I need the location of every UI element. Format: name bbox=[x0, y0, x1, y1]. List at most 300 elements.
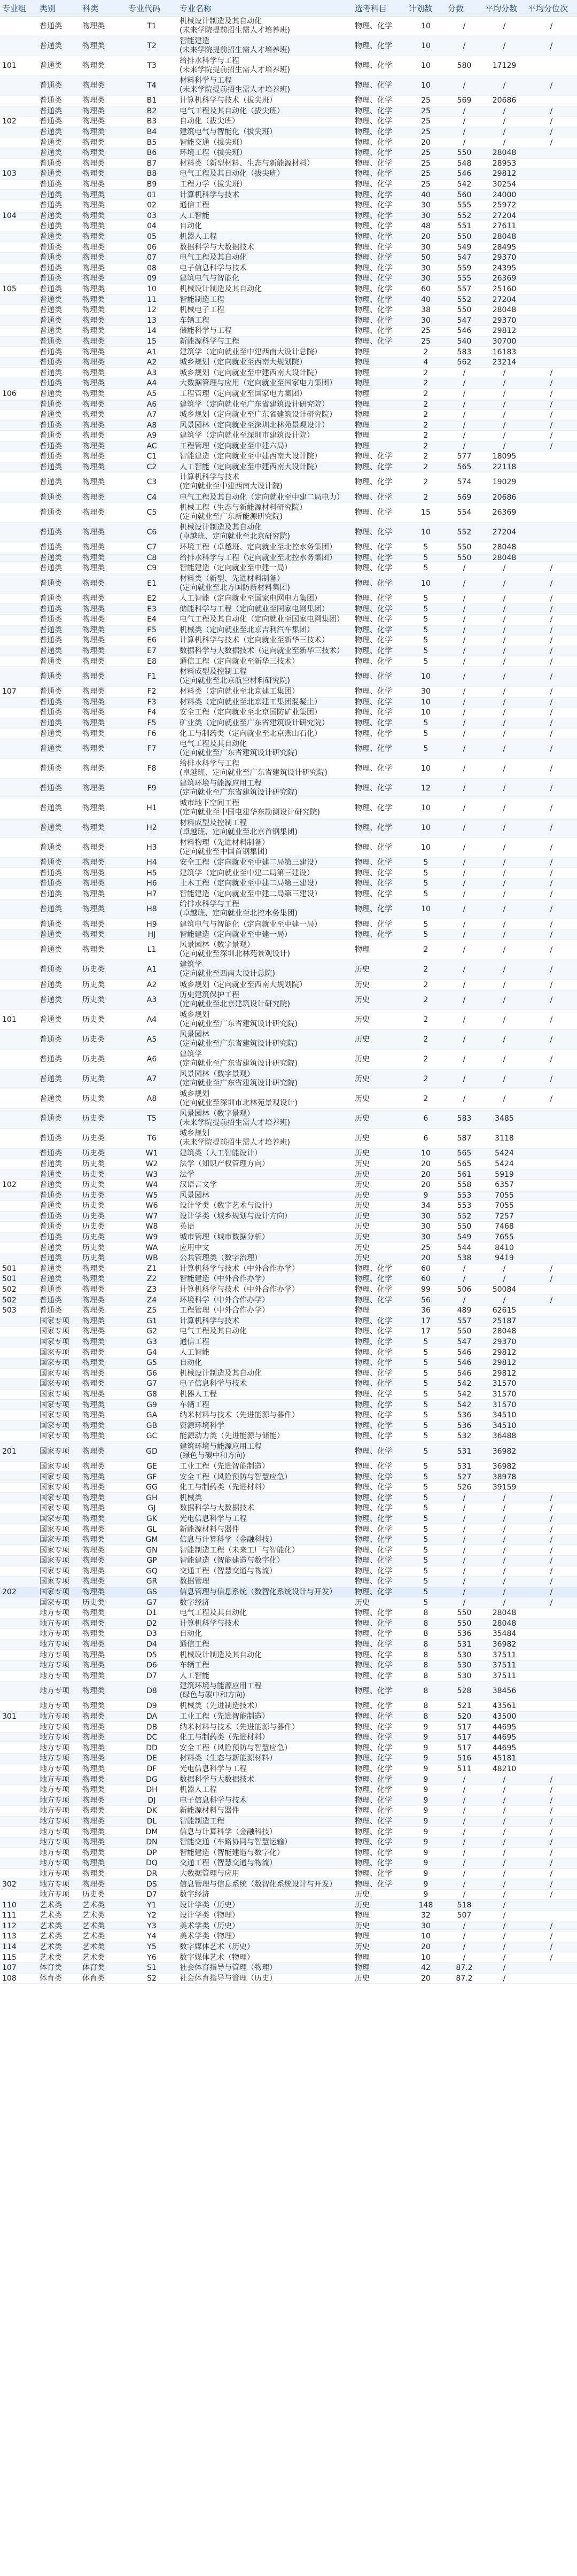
avg-rank-cell bbox=[526, 1190, 577, 1201]
avg-rank-cell: / bbox=[526, 1942, 577, 1952]
table-row bbox=[0, 1503, 577, 1514]
avg-score-cell: 34510 bbox=[483, 1421, 526, 1431]
major-code-cell: T1 bbox=[126, 17, 177, 36]
table-row bbox=[0, 1660, 577, 1671]
required-subjects-cell: 物理、化学 bbox=[353, 758, 406, 778]
avg-score-cell: 28048 bbox=[483, 542, 526, 553]
group-cell bbox=[0, 263, 37, 274]
subject-type-cell: 物理类 bbox=[80, 1326, 126, 1337]
required-subjects-cell: 物理、化学 bbox=[353, 17, 406, 36]
subject-type-cell: 物理类 bbox=[80, 1732, 126, 1743]
table-row bbox=[0, 378, 577, 389]
major-code-cell: DS bbox=[126, 1879, 177, 1890]
score-cell: 565 bbox=[446, 462, 483, 472]
avg-score-cell: 43500 bbox=[483, 1711, 526, 1722]
group-cell bbox=[0, 242, 37, 253]
plan-count-cell: 8 bbox=[406, 1629, 446, 1640]
table-row bbox=[0, 1263, 577, 1274]
major-name-cell: 人工智能 bbox=[177, 211, 353, 221]
plan-count-cell: 36 bbox=[406, 1305, 446, 1316]
major-code-cell: Z4 bbox=[126, 1295, 177, 1306]
group-cell bbox=[0, 522, 37, 542]
table-row bbox=[0, 211, 577, 221]
table-row bbox=[0, 1232, 577, 1243]
major-code-cell: H1 bbox=[126, 798, 177, 818]
group-cell bbox=[0, 1732, 37, 1743]
required-subjects-cell: 物理、化学 bbox=[353, 837, 406, 857]
table-row bbox=[0, 1421, 577, 1431]
major-code-cell: G5 bbox=[126, 1357, 177, 1368]
avg-rank-cell: / bbox=[526, 1889, 577, 1900]
subject-type-cell: 物理类 bbox=[80, 1701, 126, 1712]
category-cell: 普通类 bbox=[37, 441, 80, 452]
plan-count-cell: 30 bbox=[406, 211, 446, 221]
required-subjects-cell: 物理、化学 bbox=[353, 1503, 406, 1514]
major-code-cell: W7 bbox=[126, 1211, 177, 1222]
group-cell bbox=[0, 1030, 37, 1050]
plan-count-cell: 8 bbox=[406, 1650, 446, 1661]
major-name-cell: 电气工程及其自动化（定向就业至中建二局电力） bbox=[177, 492, 353, 503]
major-code-cell: Z5 bbox=[126, 1305, 177, 1316]
avg-score-cell: / bbox=[483, 708, 526, 718]
table-row bbox=[0, 1169, 577, 1180]
plan-count-cell: 9 bbox=[406, 1837, 446, 1848]
required-subjects-cell: 物理、化学 bbox=[353, 1400, 406, 1410]
avg-score-cell: 39159 bbox=[483, 1482, 526, 1493]
table-row bbox=[0, 666, 577, 686]
score-cell: / bbox=[446, 1493, 483, 1503]
major-name-cell: 计算机科学与技术 bbox=[177, 1316, 353, 1326]
category-cell: 普通类 bbox=[37, 378, 80, 389]
category-cell: 普通类 bbox=[37, 284, 80, 294]
score-cell: 550 bbox=[446, 1608, 483, 1618]
avg-rank-cell bbox=[526, 1461, 577, 1472]
group-cell bbox=[0, 666, 37, 686]
major-name-cell: 给排水科学与工程（定向就业至北控水务集团） bbox=[177, 553, 353, 563]
category-cell: 地方专项 bbox=[37, 1639, 80, 1650]
group-cell bbox=[0, 179, 37, 190]
required-subjects-cell: 物理、化学 bbox=[353, 462, 406, 472]
avg-score-cell: / bbox=[483, 1973, 526, 1984]
avg-rank-cell bbox=[526, 1253, 577, 1263]
major-code-cell: B2 bbox=[126, 106, 177, 117]
major-name-cell: 材料类（定向就业至北京建工集团混凝土） bbox=[177, 697, 353, 708]
required-subjects-cell: 物理、化学 bbox=[353, 1879, 406, 1890]
major-name-cell: 应用中文 bbox=[177, 1243, 353, 1253]
score-cell: 577 bbox=[446, 452, 483, 462]
plan-count-cell: 20 bbox=[406, 1180, 446, 1190]
category-cell: 国家专项 bbox=[37, 1316, 80, 1326]
category-cell: 国家专项 bbox=[37, 1493, 80, 1503]
avg-score-cell: 36982 bbox=[483, 1441, 526, 1461]
major-code-cell: GS bbox=[126, 1587, 177, 1597]
group-cell: 102 bbox=[0, 1180, 37, 1190]
plan-count-cell: 5 bbox=[406, 1482, 446, 1493]
score-cell: 552 bbox=[446, 294, 483, 305]
avg-score-cell: 29812 bbox=[483, 326, 526, 337]
table-row bbox=[0, 1973, 577, 1984]
category-cell: 地方专项 bbox=[37, 1848, 80, 1858]
plan-count-cell: 9 bbox=[406, 1190, 446, 1201]
avg-rank-cell bbox=[526, 326, 577, 337]
group-cell bbox=[0, 614, 37, 625]
subject-type-cell: 物理类 bbox=[80, 441, 126, 452]
table-row bbox=[0, 593, 577, 604]
major-code-cell: H4 bbox=[126, 857, 177, 868]
category-cell: 普通类 bbox=[37, 502, 80, 522]
score-cell: 547 bbox=[446, 1337, 483, 1347]
major-name-cell: 城乡规划（定向就业至西南大规划院） bbox=[177, 357, 353, 368]
score-cell: / bbox=[446, 1806, 483, 1817]
plan-count-cell: 5 bbox=[406, 625, 446, 635]
avg-score-cell: / bbox=[483, 1806, 526, 1817]
plan-count-cell: 20 bbox=[406, 231, 446, 242]
major-name-cell: 电气工程及其自动化 (定向就业至广东省建筑设计研究院) bbox=[177, 739, 353, 758]
group-cell: 202 bbox=[0, 1587, 37, 1597]
avg-rank-cell: / bbox=[526, 399, 577, 410]
subject-type-cell: 物理类 bbox=[80, 919, 126, 930]
subject-type-cell: 物理类 bbox=[80, 1879, 126, 1890]
category-cell: 普通类 bbox=[37, 357, 80, 368]
category-cell: 普通类 bbox=[37, 728, 80, 739]
required-subjects-cell: 历史 bbox=[353, 1109, 406, 1129]
major-name-cell: 光电信息科学与工程 bbox=[177, 1514, 353, 1524]
required-subjects-cell: 物理、化学 bbox=[353, 635, 406, 646]
plan-count-cell: 25 bbox=[406, 148, 446, 158]
group-cell: 502 bbox=[0, 1295, 37, 1306]
score-cell: / bbox=[446, 1069, 483, 1089]
avg-rank-cell bbox=[526, 1243, 577, 1253]
plan-count-cell: 10 bbox=[406, 708, 446, 718]
required-subjects-cell: 物理、化学 bbox=[353, 646, 406, 656]
avg-score-cell: / bbox=[483, 1879, 526, 1890]
required-subjects-cell: 历史 bbox=[353, 1243, 406, 1253]
avg-rank-cell: / bbox=[526, 718, 577, 728]
table-row bbox=[0, 1243, 577, 1253]
major-code-cell: Y3 bbox=[126, 1921, 177, 1931]
group-cell bbox=[0, 1389, 37, 1400]
required-subjects-cell: 物理、化学 bbox=[353, 857, 406, 868]
subject-type-cell: 物理类 bbox=[80, 462, 126, 472]
group-cell bbox=[0, 190, 37, 200]
score-cell: 542 bbox=[446, 1389, 483, 1400]
plan-count-cell: 2 bbox=[406, 378, 446, 389]
major-code-cell: T6 bbox=[126, 1129, 177, 1149]
required-subjects-cell: 物理、化学 bbox=[353, 179, 406, 190]
subject-type-cell: 物理类 bbox=[80, 646, 126, 656]
group-cell bbox=[0, 1639, 37, 1650]
avg-score-cell: 16183 bbox=[483, 347, 526, 358]
group-cell bbox=[0, 1608, 37, 1618]
plan-count-cell: 2 bbox=[406, 431, 446, 441]
score-cell: 550 bbox=[446, 305, 483, 315]
major-code-cell: E7 bbox=[126, 646, 177, 656]
major-name-cell: 计算机科学与技术（中外合作办学） bbox=[177, 1263, 353, 1274]
subject-type-cell: 物理类 bbox=[80, 148, 126, 158]
required-subjects-cell: 历史 bbox=[353, 1010, 406, 1030]
avg-rank-cell bbox=[526, 1201, 577, 1212]
required-subjects-cell: 物理、化学 bbox=[353, 1284, 406, 1295]
category-cell: 地方专项 bbox=[37, 1827, 80, 1837]
avg-score-cell: / bbox=[483, 739, 526, 758]
major-code-cell: A7 bbox=[126, 409, 177, 420]
major-code-cell: W3 bbox=[126, 1169, 177, 1180]
score-cell: / bbox=[446, 889, 483, 899]
avg-score-cell: / bbox=[483, 656, 526, 667]
category-cell: 国家专项 bbox=[37, 1556, 80, 1566]
major-name-cell: 数字媒体艺术（历史） bbox=[177, 1942, 353, 1952]
score-cell: 561 bbox=[446, 1169, 483, 1180]
avg-score-cell: / bbox=[483, 1514, 526, 1524]
plan-count-cell: 2 bbox=[406, 420, 446, 431]
avg-rank-cell bbox=[526, 242, 577, 253]
category-cell: 地方专项 bbox=[37, 1660, 80, 1671]
group-cell bbox=[0, 837, 37, 857]
plan-count-cell: 60 bbox=[406, 284, 446, 294]
avg-score-cell: / bbox=[483, 646, 526, 656]
avg-score-cell: 29370 bbox=[483, 1337, 526, 1347]
major-code-cell: GA bbox=[126, 1410, 177, 1421]
avg-rank-cell: / bbox=[526, 441, 577, 452]
table-row bbox=[0, 1639, 577, 1650]
required-subjects-cell: 物理 bbox=[353, 940, 406, 960]
subject-type-cell: 物理类 bbox=[80, 1263, 126, 1274]
major-name-cell: 美术学类（物理） bbox=[177, 1931, 353, 1942]
major-name-cell: 车辆工程 bbox=[177, 1400, 353, 1410]
table-row bbox=[0, 1732, 577, 1743]
subject-type-cell: 物理类 bbox=[80, 1577, 126, 1587]
table-row bbox=[0, 1190, 577, 1201]
required-subjects-cell: 物理、化学 bbox=[353, 739, 406, 758]
plan-count-cell: 5 bbox=[406, 1461, 446, 1472]
plan-count-cell: 9 bbox=[406, 1868, 446, 1879]
required-subjects-cell: 物理、化学 bbox=[353, 1660, 406, 1671]
plan-count-cell: 25 bbox=[406, 106, 446, 117]
score-cell: / bbox=[446, 614, 483, 625]
avg-score-cell: 31570 bbox=[483, 1400, 526, 1410]
table-row bbox=[0, 284, 577, 294]
avg-score-cell: / bbox=[483, 76, 526, 96]
major-name-cell: 智能建造（中外合作办学） bbox=[177, 1274, 353, 1285]
required-subjects-cell: 历史 bbox=[353, 1597, 406, 1608]
table-row bbox=[0, 1816, 577, 1827]
subject-type-cell: 物理类 bbox=[80, 1305, 126, 1316]
major-code-cell: T2 bbox=[126, 36, 177, 56]
avg-rank-cell bbox=[526, 148, 577, 158]
avg-score-cell: / bbox=[483, 1089, 526, 1109]
major-code-cell: L1 bbox=[126, 940, 177, 960]
category-cell: 普通类 bbox=[37, 778, 80, 798]
subject-type-cell: 物理类 bbox=[80, 389, 126, 399]
group-cell: 101 bbox=[0, 56, 37, 76]
table-row bbox=[0, 315, 577, 326]
score-cell: 530 bbox=[446, 1660, 483, 1671]
category-cell: 普通类 bbox=[37, 697, 80, 708]
subject-type-cell: 历史类 bbox=[80, 1010, 126, 1030]
avg-score-cell: / bbox=[483, 1952, 526, 1963]
plan-count-cell: 5 bbox=[406, 1337, 446, 1347]
table-row bbox=[0, 1900, 577, 1911]
avg-score-cell: / bbox=[483, 409, 526, 420]
score-cell: 520 bbox=[446, 1711, 483, 1722]
major-code-cell: G7 bbox=[126, 1379, 177, 1390]
major-name-cell: 智能交通（车路协同与智慧运输） bbox=[177, 1837, 353, 1848]
subject-type-cell: 历史类 bbox=[80, 1190, 126, 1201]
plan-count-cell: 25 bbox=[406, 336, 446, 347]
major-code-cell: F2 bbox=[126, 686, 177, 697]
subject-type-cell: 物理类 bbox=[80, 940, 126, 960]
score-cell: 550 bbox=[446, 1326, 483, 1337]
subject-type-cell: 物理类 bbox=[80, 1795, 126, 1806]
score-cell: / bbox=[446, 1931, 483, 1942]
plan-count-cell: 40 bbox=[406, 294, 446, 305]
major-name-cell: 机械设计制造及其自动化 bbox=[177, 1650, 353, 1661]
plan-count-cell: 5 bbox=[406, 1587, 446, 1597]
category-cell: 普通类 bbox=[37, 263, 80, 274]
major-code-cell: B4 bbox=[126, 127, 177, 137]
avg-score-cell: 23214 bbox=[483, 357, 526, 368]
avg-score-cell: 24000 bbox=[483, 190, 526, 200]
avg-score-cell: / bbox=[483, 1774, 526, 1785]
avg-rank-cell: / bbox=[526, 1274, 577, 1285]
plan-count-cell: 5 bbox=[406, 739, 446, 758]
avg-score-cell: 37511 bbox=[483, 1671, 526, 1681]
major-code-cell: B7 bbox=[126, 158, 177, 169]
score-cell: 531 bbox=[446, 1441, 483, 1461]
avg-rank-cell bbox=[526, 179, 577, 190]
major-code-cell: A5 bbox=[126, 389, 177, 399]
subject-type-cell: 历史类 bbox=[80, 1030, 126, 1050]
group-cell bbox=[0, 758, 37, 778]
category-cell: 地方专项 bbox=[37, 1722, 80, 1733]
plan-count-cell: 2 bbox=[406, 368, 446, 378]
group-cell bbox=[0, 76, 37, 96]
category-cell: 普通类 bbox=[37, 336, 80, 347]
major-name-cell: 材料物理（先进材料制备） (定向就业至中国首钢集团) bbox=[177, 837, 353, 857]
subject-type-cell: 物理类 bbox=[80, 563, 126, 574]
subject-type-cell: 物理类 bbox=[80, 420, 126, 431]
avg-rank-cell: / bbox=[526, 378, 577, 389]
required-subjects-cell: 物理、化学 bbox=[353, 472, 406, 492]
avg-rank-cell: / bbox=[526, 1295, 577, 1306]
plan-count-cell: 4 bbox=[406, 357, 446, 368]
avg-rank-cell: / bbox=[526, 1556, 577, 1566]
table-body bbox=[0, 17, 577, 1984]
group-cell bbox=[0, 1524, 37, 1535]
table-row bbox=[0, 778, 577, 798]
major-code-cell: WB bbox=[126, 1253, 177, 1263]
major-code-cell: A3 bbox=[126, 990, 177, 1010]
major-name-cell: 机械类（定向就业至北京吉利汽车集团） bbox=[177, 625, 353, 635]
score-cell: 558 bbox=[446, 1180, 483, 1190]
category-cell: 普通类 bbox=[37, 492, 80, 503]
table-row bbox=[0, 221, 577, 232]
subject-type-cell: 物理类 bbox=[80, 899, 126, 919]
major-code-cell: DL bbox=[126, 1816, 177, 1827]
major-name-cell: 数据科学与大数据技术 bbox=[177, 242, 353, 253]
avg-score-cell: 28048 bbox=[483, 553, 526, 563]
subject-type-cell: 物理类 bbox=[80, 1545, 126, 1556]
plan-count-cell: 25 bbox=[406, 179, 446, 190]
major-code-cell: B3 bbox=[126, 117, 177, 127]
score-cell: 87.2 bbox=[446, 1962, 483, 1973]
avg-score-cell: / bbox=[483, 1556, 526, 1566]
score-cell: 526 bbox=[446, 1482, 483, 1493]
subject-type-cell: 艺术类 bbox=[80, 1911, 126, 1921]
avg-rank-cell bbox=[526, 274, 577, 284]
avg-rank-cell bbox=[526, 1753, 577, 1764]
major-code-cell: GD bbox=[126, 1441, 177, 1461]
major-name-cell: 交通工程（智慧交通与物流） bbox=[177, 1858, 353, 1869]
category-cell: 国家专项 bbox=[37, 1357, 80, 1368]
major-code-cell: Z2 bbox=[126, 1274, 177, 1285]
avg-rank-cell: / bbox=[526, 889, 577, 899]
score-cell: 546 bbox=[446, 1347, 483, 1358]
group-cell bbox=[0, 127, 37, 137]
major-code-cell: A4 bbox=[126, 1010, 177, 1030]
subject-type-cell: 物理类 bbox=[80, 17, 126, 36]
avg-score-cell: 18095 bbox=[483, 452, 526, 462]
category-cell: 普通类 bbox=[37, 656, 80, 667]
required-subjects-cell: 物理、化学 bbox=[353, 1368, 406, 1379]
category-cell: 普通类 bbox=[37, 1232, 80, 1243]
required-subjects-cell: 物理、化学 bbox=[353, 593, 406, 604]
table-row bbox=[0, 1284, 577, 1295]
score-cell: 532 bbox=[446, 1431, 483, 1442]
avg-rank-cell: / bbox=[526, 1848, 577, 1858]
score-cell: / bbox=[446, 837, 483, 857]
group-cell bbox=[0, 718, 37, 728]
avg-score-cell: 27204 bbox=[483, 522, 526, 542]
major-name-cell: 计算机科学与技术（定向就业至新华三技术） bbox=[177, 635, 353, 646]
score-cell: / bbox=[446, 1942, 483, 1952]
category-cell: 普通类 bbox=[37, 179, 80, 190]
subject-type-cell: 艺术类 bbox=[80, 1900, 126, 1911]
subject-type-cell: 物理类 bbox=[80, 158, 126, 169]
required-subjects-cell: 历史 bbox=[353, 1159, 406, 1169]
table-row bbox=[0, 263, 577, 274]
avg-rank-cell: / bbox=[526, 1952, 577, 1963]
subject-type-cell: 物理类 bbox=[80, 868, 126, 879]
group-cell bbox=[0, 1556, 37, 1566]
major-name-cell: 机械设计制造及其自动化 (未来学院提前招生需人才培养班) bbox=[177, 17, 353, 36]
table-row bbox=[0, 718, 577, 728]
avg-score-cell: / bbox=[483, 1030, 526, 1050]
score-cell: 569 bbox=[446, 96, 483, 106]
score-cell: 531 bbox=[446, 1461, 483, 1472]
category-cell: 国家专项 bbox=[37, 1524, 80, 1535]
avg-score-cell: / bbox=[483, 1263, 526, 1274]
major-code-cell: D8 bbox=[126, 1681, 177, 1701]
plan-count-cell: 5 bbox=[406, 656, 446, 667]
avg-rank-cell: / bbox=[526, 1050, 577, 1069]
major-code-cell: 03 bbox=[126, 211, 177, 221]
avg-rank-cell bbox=[526, 305, 577, 315]
avg-score-cell: / bbox=[483, 368, 526, 378]
group-cell bbox=[0, 1129, 37, 1149]
major-code-cell: G9 bbox=[126, 1400, 177, 1410]
subject-type-cell: 物理类 bbox=[80, 656, 126, 667]
required-subjects-cell: 物理、化学 bbox=[353, 686, 406, 697]
score-cell: 536 bbox=[446, 1421, 483, 1431]
subject-type-cell: 物理类 bbox=[80, 625, 126, 635]
score-cell: / bbox=[446, 697, 483, 708]
group-cell bbox=[0, 940, 37, 960]
subject-type-cell: 物理类 bbox=[80, 1357, 126, 1368]
major-name-cell: 电子信息科学与技术 bbox=[177, 263, 353, 274]
required-subjects-cell: 物理、化学 bbox=[353, 1795, 406, 1806]
major-name-cell: 电气工程及其自动化（定向就业至国家电网集团） bbox=[177, 614, 353, 625]
